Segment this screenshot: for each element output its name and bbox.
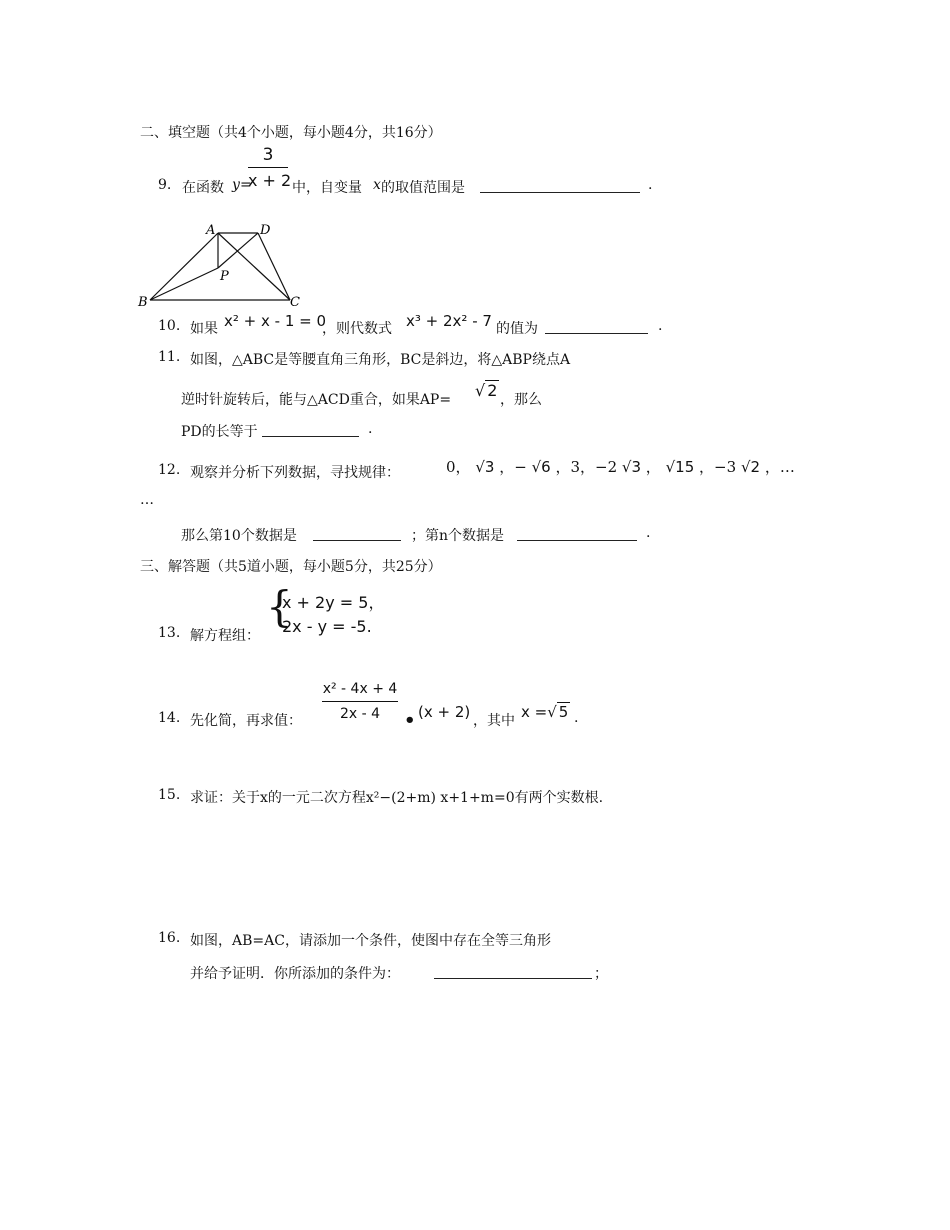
q12-seq-3: √6 — [531, 458, 551, 476]
triangle-figure — [136, 220, 306, 312]
q12-seq-0: 0， — [446, 458, 471, 476]
q14-multiply-dot-icon: • — [404, 710, 416, 731]
q14-text: 先化简，再求值： — [190, 713, 302, 729]
q11-sqrt — [475, 381, 499, 400]
q12-pre: 观察并分析下列数据，寻找规律： — [190, 465, 400, 481]
fig-line-ac — [218, 233, 290, 300]
q10-end: . — [658, 318, 663, 334]
q9-frac-den: x + 2 — [248, 171, 292, 190]
left-brace-icon: { — [266, 582, 293, 631]
q10-eq2: x³ + 2x² - 7 — [406, 312, 492, 330]
sqrt-icon: √ — [475, 381, 486, 400]
q9-number: 9. — [158, 177, 172, 193]
q16-number: 16. — [158, 930, 181, 946]
q13-eq1: x + 2y = 5， — [282, 593, 385, 612]
q12-answer-blank-10th[interactable] — [313, 526, 401, 541]
fig-label-b: B — [138, 295, 148, 310]
q10-answer-blank[interactable] — [545, 319, 648, 334]
q10-post: 的值为 — [496, 321, 538, 337]
q14-mid: ，其中 — [473, 713, 515, 729]
q11-line3: PD的长等于 — [181, 424, 258, 440]
q11-line2-pre: 逆时针旋转后，能与△ACD重合，如果AP= — [181, 392, 452, 408]
q10-pre: 如果 — [190, 321, 218, 337]
q14-frac-bar — [322, 701, 398, 702]
fig-label-c: C — [290, 295, 300, 310]
q9-frac-bar — [248, 167, 288, 168]
fig-line-bp — [150, 268, 218, 300]
q12-sequence — [446, 456, 795, 477]
q13-eq2: 2x - y = -5. — [282, 617, 372, 636]
q9-pre: 在函数 — [182, 180, 224, 196]
fig-line-ab — [150, 233, 218, 300]
q9-var-x: x — [373, 177, 381, 193]
q12-seq-2: ，− — [499, 458, 527, 476]
q11-radicand: 2 — [487, 381, 498, 400]
q11-answer-blank[interactable] — [262, 422, 359, 437]
q9-frac-num: 3 — [262, 145, 274, 165]
q14-frac-den: 2x - 4 — [339, 706, 381, 722]
q14-factor: (x + 2) — [418, 703, 471, 721]
q10-mid: ，则代数式 — [322, 321, 392, 337]
q15-number: 15. — [158, 787, 181, 803]
q12-seq-7: √15 — [665, 458, 695, 476]
q16-line2: 并给予证明．你所添加的条件为： — [190, 966, 400, 982]
q11-number: 11. — [158, 349, 181, 365]
q15-text: 求证：关于x的一元二次方程x²−(2+m) x+1+m=0有两个实数根. — [190, 790, 604, 806]
q11-line1: 如图，△ABC是等腰直角三角形，BC是斜边，将△ABP绕点A — [190, 352, 571, 368]
q12-line2-pre: 那么第10个数据是 — [181, 528, 297, 544]
q14-number: 14. — [158, 710, 181, 726]
q12-answer-blank-nth[interactable] — [517, 526, 637, 541]
q14-cond-var: x = — [521, 703, 548, 721]
section-solve-heading: 三、解答题（共5道小题，每小题5分，共25分） — [140, 559, 442, 575]
q12-seq-4: ，3，−2 — [555, 458, 618, 476]
q12-seq-10: ，… — [764, 458, 795, 476]
q16-line1: 如图，AB=AC，请添加一个条件，使图中存在全等三角形 — [190, 933, 551, 949]
q16-answer-blank[interactable] — [434, 964, 592, 979]
q11-end: . — [368, 421, 373, 437]
fig-label-d: D — [260, 223, 271, 238]
sqrt-icon: √ — [547, 703, 557, 721]
section-fill-heading: 二、填空题（共4个小题，每小题4分，共16分） — [140, 125, 442, 141]
q12-seq-9: √2 — [740, 458, 761, 476]
fig-label-a: A — [206, 223, 216, 238]
q12-seq-5: √3 — [621, 458, 642, 476]
q9-mid: 中，自变量 — [292, 180, 362, 196]
q12-number: 12. — [158, 462, 181, 478]
q9-answer-blank[interactable] — [480, 178, 640, 193]
q10-number: 10. — [158, 318, 181, 334]
q12-seq-6: ， — [645, 458, 661, 476]
fig-line-dc — [258, 233, 290, 300]
fig-label-p: P — [220, 269, 229, 284]
q14-cond — [521, 703, 570, 721]
q10-eq1: x² + x - 1 = 0 — [224, 312, 327, 330]
q9-eq: = — [240, 177, 252, 193]
q9-var-y: y — [232, 177, 240, 193]
q14-frac-num: x² - 4x + 4 — [322, 681, 398, 697]
q9-end: . — [648, 177, 653, 193]
q11-line2-post: ，那么 — [500, 392, 542, 408]
q13-number: 13. — [158, 625, 181, 641]
q9-post: 的取值范围是 — [381, 180, 465, 196]
q16-end: ； — [594, 966, 608, 982]
q12-line2-mid: ；第n个数据是 — [411, 528, 505, 544]
q12-seq-1: √3 — [475, 458, 495, 476]
q12-end: . — [646, 525, 651, 541]
q14-cond-radicand: 5 — [558, 703, 569, 721]
q14-end: . — [574, 710, 579, 726]
q13-text: 解方程组： — [190, 628, 260, 644]
q12-continuation-dots: … — [140, 492, 154, 508]
q12-seq-8: ，−3 — [699, 458, 737, 476]
